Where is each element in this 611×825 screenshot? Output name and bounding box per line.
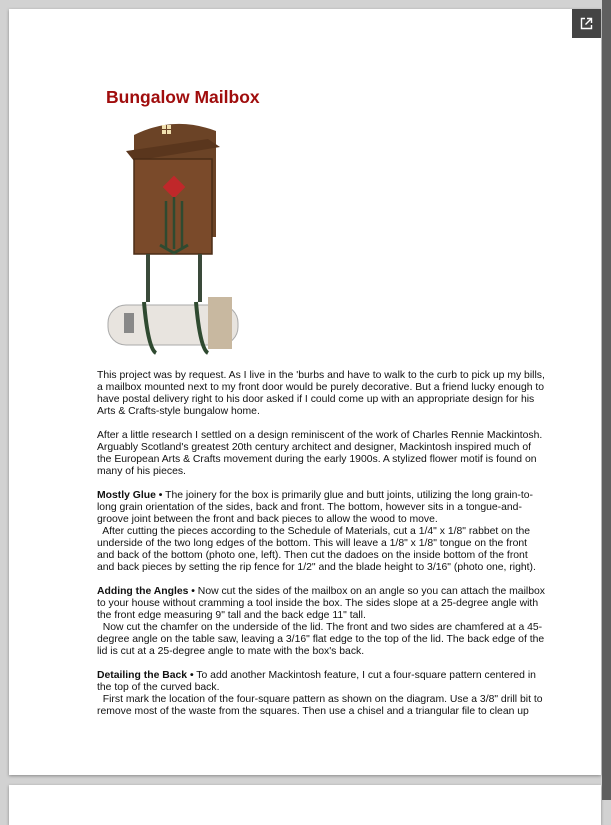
text-line: lid is cut at a 25-degree angle to mate with the box's back.	[97, 646, 365, 657]
article-body	[97, 370, 545, 730]
section-heading: Adding the Angles •	[97, 586, 195, 597]
text-line: long grain orientation of the sides, back and front. The bottom, however sits in a tongue-and-	[97, 502, 522, 513]
text-line: The joinery for the box is primarily glue and butt joints, utilizing the long grain-to-	[162, 490, 534, 501]
section-detailing-the-back	[97, 670, 543, 718]
text-line: and back of the bottom (photo one, left). Then cut the dadoes on the inside bottom of the front	[97, 550, 528, 561]
popout-button[interactable]	[572, 9, 601, 38]
text-line: have postal delivery right to his door asked if I could come up with an appropriate design for his	[97, 394, 535, 405]
section-heading: Mostly Glue •	[97, 490, 163, 501]
scrollbar[interactable]	[602, 0, 611, 800]
text-line: After a little research I settled on a design reminiscent of the work of Charles Rennie Mackintosh.	[97, 430, 543, 441]
text-line: to your house without cramming a tool inside the box. The sides slope at a 25-degree angle with	[97, 598, 539, 609]
text-line: groove joint between the front and back pieces to allow the wood to move.	[97, 514, 438, 525]
text-line: the front edge measuring 9" tall and the back edge 11" tall.	[97, 610, 366, 621]
external-link-icon	[580, 17, 593, 30]
text-line: underside of the two long edges of the bottom. This will leave a 1/8" x 1/8" tongue on the front	[97, 538, 528, 549]
text-line: the top of the curved back.	[97, 682, 220, 693]
text-line: To add another Mackintosh feature, I cut a four-square pattern centered in	[193, 670, 536, 681]
text-line: Arguably Scotland's greatest 20th century architect and designer, Mackintosh inspired much of	[97, 442, 532, 453]
paragraph	[97, 430, 543, 478]
text-line: remove most of the waste from the squares. Then use a chisel and a triangular file to clean up	[97, 706, 529, 717]
text-line: Arts & Crafts-style bungalow home.	[97, 406, 260, 417]
page-title: Bungalow Mailbox	[106, 87, 260, 107]
section-mostly-glue	[97, 490, 537, 574]
text-line: First mark the location of the four-square pattern as shown on the diagram. Use a 3/8" drill bit to	[97, 694, 543, 705]
text-line: the European Arts & Crafts movement during the early 1900s. A stylized flower motif is found on	[97, 454, 537, 465]
text-line: This project was by request. As I live in the 'burbs and have to walk to the curb to pick up my bills,	[97, 370, 545, 381]
section-adding-the-angles	[97, 586, 545, 658]
text-line: degree angle on the table saw, leaving a 3/16" flat edge to the top of the lid. The back edge of the	[97, 634, 545, 645]
text-line: After cutting the pieces according to the Schedule of Materials, cut a 1/4" x 1/8" rabbet on the	[97, 526, 531, 537]
document-page	[9, 9, 601, 775]
text-line: a mailbox mounted next to my front door would be purely decorative. But a friend lucky enough to	[97, 382, 545, 393]
text-line: and back pieces by setting the rip fence for 1/2" and the blade height to 3/16" (photo one, right).	[97, 562, 536, 573]
text-line: Now cut the sides of the mailbox on an angle so you can attach the mailbox	[194, 586, 545, 597]
paragraph	[97, 370, 545, 418]
text-line: Now cut the chamfer on the underside of the lid. The front and two sides are chamfered at a 45-	[97, 622, 543, 633]
section-heading: Detailing the Back •	[97, 670, 194, 681]
mailbox-photo	[104, 117, 244, 367]
next-page	[9, 785, 601, 825]
text-line: many of his pieces.	[97, 466, 186, 477]
